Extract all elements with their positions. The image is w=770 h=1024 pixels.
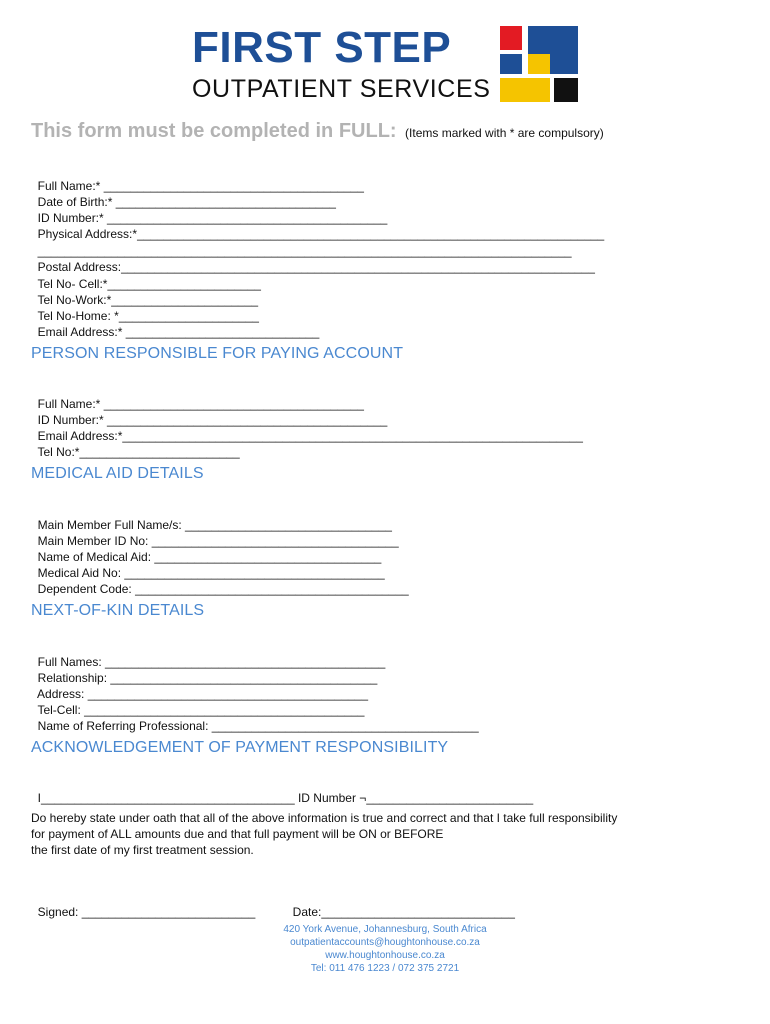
signed-field[interactable] bbox=[31, 891, 256, 919]
field-line[interactable]: ________________________________________ bbox=[211, 719, 479, 733]
acknowledgement-id-number-line[interactable]: _________________________ bbox=[366, 791, 534, 805]
field-line[interactable]: _______________________________________ bbox=[124, 566, 385, 580]
kin-referring-professional-field[interactable] bbox=[31, 705, 479, 733]
field-line[interactable]: _______________________________________ bbox=[103, 179, 364, 193]
signature-line[interactable]: __________________________ bbox=[81, 905, 256, 919]
responsible-full-name-field[interactable] bbox=[31, 383, 364, 411]
section-title-next-of-kin: NEXT-OF-KIN DETAILS bbox=[31, 602, 205, 619]
patient-tel-cell-field[interactable] bbox=[31, 263, 261, 291]
field-label: Full Name:* bbox=[37, 179, 104, 193]
patient-physical-address-field[interactable] bbox=[31, 213, 605, 241]
field-label: Name of Medical Aid: bbox=[37, 550, 155, 564]
field-line[interactable]: _______________________ bbox=[107, 277, 261, 291]
field-label: Relationship: bbox=[37, 671, 111, 685]
field-line[interactable]: ______________________ bbox=[111, 293, 259, 307]
field-line[interactable]: __________________________________________ bbox=[107, 211, 388, 225]
field-label: ID Number:* bbox=[37, 413, 108, 427]
field-line[interactable]: ______________________________________________________________________ bbox=[137, 227, 605, 241]
acknowledgement-name-line[interactable]: ______________________________________ bbox=[41, 791, 295, 805]
logo-squares-icon bbox=[500, 26, 578, 102]
medical-aid-name-field[interactable] bbox=[31, 536, 382, 564]
patient-full-name-field[interactable] bbox=[31, 165, 364, 193]
kin-address-field[interactable] bbox=[31, 673, 369, 701]
medical-aid-number-field[interactable] bbox=[31, 552, 385, 580]
field-line[interactable]: _____________________________ bbox=[125, 325, 320, 339]
footer-email[interactable]: outpatientaccounts@houghtonhouse.co.za bbox=[290, 937, 480, 948]
kin-full-names-field[interactable] bbox=[31, 641, 386, 669]
field-label: Email Address:* bbox=[37, 325, 126, 339]
footer-website[interactable]: www.houghtonhouse.co.za bbox=[325, 950, 445, 961]
field-line[interactable]: ________________________________________ bbox=[110, 671, 378, 685]
field-label: Tel No- Cell:* bbox=[37, 277, 108, 291]
medical-member-name-field[interactable] bbox=[31, 504, 392, 532]
field-line[interactable]: ________________________________________________________________________________ bbox=[37, 244, 572, 258]
patient-dob-field[interactable] bbox=[31, 181, 336, 209]
field-line[interactable]: _____________________________________________________________________ bbox=[122, 429, 583, 443]
field-label: Full Name:* bbox=[37, 397, 104, 411]
field-line[interactable]: _______________________________________ bbox=[103, 397, 364, 411]
field-line[interactable]: _______________________________________________________________________ bbox=[121, 260, 595, 274]
section-title-responsible: PERSON RESPONSIBLE FOR PAYING ACCOUNT bbox=[31, 345, 404, 362]
patient-physical-address-cont-field[interactable] bbox=[31, 230, 572, 258]
field-label: Medical Aid No: bbox=[37, 566, 125, 580]
footer-contact bbox=[0, 923, 770, 975]
field-label: Main Member ID No: bbox=[37, 534, 152, 548]
date-line[interactable]: _____________________________ bbox=[321, 905, 515, 919]
statement-line: Do hereby state under oath that all of the above information is true and correct and that I take full responsibility bbox=[31, 811, 618, 825]
field-label: Dependent Code: bbox=[37, 582, 136, 596]
field-line[interactable]: __________________________________________ bbox=[84, 703, 365, 717]
field-label: Address: bbox=[37, 687, 88, 701]
date-field[interactable] bbox=[286, 891, 515, 919]
field-label: Date: bbox=[292, 905, 322, 919]
field-label: Physical Address:* bbox=[37, 227, 138, 241]
field-line[interactable]: _____________________________________ bbox=[151, 534, 399, 548]
responsible-tel-field[interactable] bbox=[31, 431, 240, 459]
acknowledgement-prefix: I bbox=[37, 791, 42, 805]
field-label: Tel-Cell: bbox=[37, 703, 85, 717]
field-label: Email Address:* bbox=[37, 429, 123, 443]
form-instructions bbox=[31, 120, 604, 143]
field-label: Full Names: bbox=[37, 655, 106, 669]
field-label: Date of Birth:* bbox=[37, 195, 116, 209]
logo-subtitle: OUTPATIENT SERVICES bbox=[192, 75, 491, 103]
acknowledgement-statement bbox=[31, 810, 617, 858]
logo-title: FIRST STEP bbox=[192, 23, 452, 72]
acknowledgement-id-label: ID Number ¬ bbox=[294, 791, 367, 805]
field-label: Signed: bbox=[37, 905, 82, 919]
field-label: Main Member Full Name/s: bbox=[37, 518, 186, 532]
field-line[interactable]: ________________________ bbox=[79, 445, 240, 459]
kin-relationship-field[interactable] bbox=[31, 657, 378, 685]
patient-tel-home-field[interactable] bbox=[31, 295, 259, 323]
field-line[interactable]: __________________________________________ bbox=[87, 687, 369, 701]
field-line[interactable]: _____________________ bbox=[118, 309, 259, 323]
responsible-id-number-field[interactable] bbox=[31, 399, 388, 427]
field-label: Name of Referring Professional: bbox=[37, 719, 212, 733]
field-line[interactable]: _________________________________ bbox=[115, 195, 336, 209]
section-title-acknowledgement: ACKNOWLEDGEMENT OF PAYMENT RESPONSIBILITY bbox=[31, 739, 449, 756]
field-line[interactable]: __________________________________________ bbox=[107, 413, 388, 427]
field-label: ID Number:* bbox=[37, 211, 108, 225]
instructions-note: (Items marked with * are compulsory) bbox=[405, 126, 604, 140]
patient-email-field[interactable] bbox=[31, 311, 320, 339]
medical-member-id-field[interactable] bbox=[31, 520, 399, 548]
field-label: Tel No-Work:* bbox=[37, 293, 112, 307]
field-line[interactable]: _________________________________________ bbox=[135, 582, 409, 596]
field-line[interactable]: _______________________________ bbox=[185, 518, 392, 532]
patient-id-number-field[interactable] bbox=[31, 197, 388, 225]
field-label: Tel No:* bbox=[37, 445, 80, 459]
field-line[interactable]: __________________________________ bbox=[154, 550, 382, 564]
section-title-medical-aid: MEDICAL AID DETAILS bbox=[31, 465, 204, 482]
company-logo bbox=[190, 24, 590, 106]
footer-tel: Tel: 011 476 1223 / 072 375 2721 bbox=[310, 963, 460, 974]
statement-line: the first date of my first treatment session. bbox=[31, 843, 254, 857]
patient-tel-work-field[interactable] bbox=[31, 279, 259, 307]
responsible-email-field[interactable] bbox=[31, 415, 583, 443]
medical-dependent-code-field[interactable] bbox=[31, 568, 409, 596]
footer-address: 420 York Avenue, Johannesburg, South Africa bbox=[283, 924, 487, 935]
patient-postal-address-field[interactable] bbox=[31, 246, 595, 274]
field-label: Tel No-Home: * bbox=[37, 309, 119, 323]
acknowledgement-id-line[interactable] bbox=[31, 777, 534, 805]
field-line[interactable]: __________________________________________ bbox=[105, 655, 386, 669]
field-label: Postal Address: bbox=[37, 260, 122, 274]
instructions-heading: This form must be completed in FULL: bbox=[31, 120, 397, 142]
kin-tel-cell-field[interactable] bbox=[31, 689, 365, 717]
statement-line: for payment of ALL amounts due and that full payment will be ON or BEFORE bbox=[31, 827, 444, 841]
